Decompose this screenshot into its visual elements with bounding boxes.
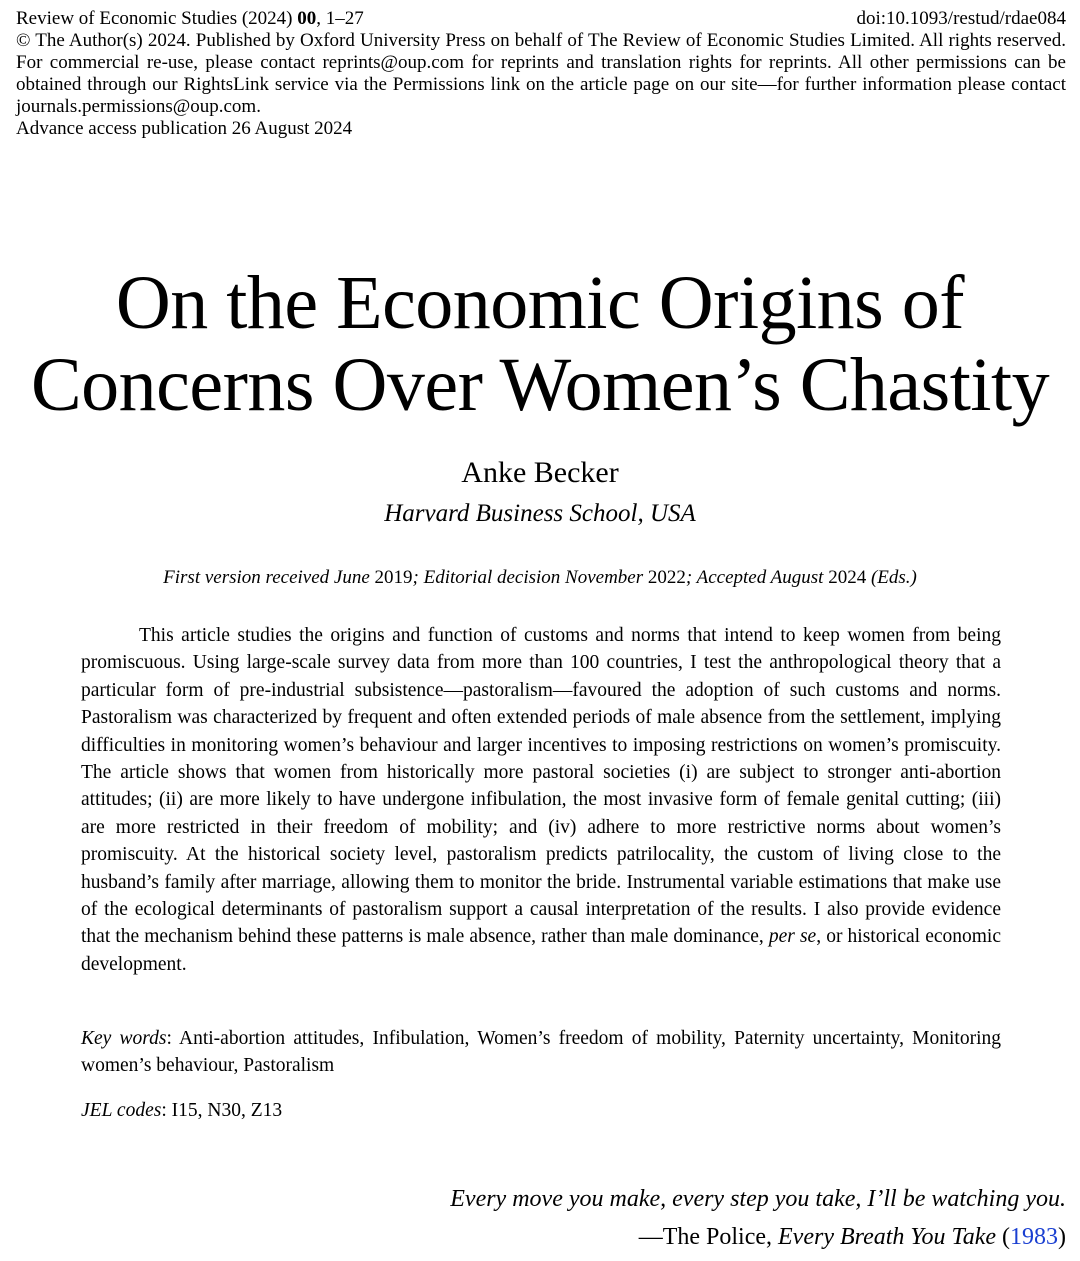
epigraph-paren-open: ( — [996, 1224, 1010, 1250]
copyright-notice: © The Author(s) 2024. Published by Oxford University Press on behalf of The Review of Economic Studies Limited. All rights reserved. For commercial re-use, please contact reprints@oup.com for reprints and translation rights for reprints. All other permissions can be obtained through our RightsLink service via the Permissions link on the article page on our site—for further information please contact journals.permissions@oup.com. — [16, 30, 1066, 117]
citation-year-link[interactable]: 1983 — [1010, 1224, 1058, 1250]
abstract-text-end: , or historical economic development. — [81, 926, 1001, 975]
author-name: Anke Becker — [461, 456, 619, 489]
doi[interactable]: doi:10.1093/restud/rdae084 — [856, 8, 1066, 29]
title-line-2: Concerns Over Women’s Chastity — [30, 343, 1050, 427]
journal-citation — [16, 8, 364, 30]
abstract — [81, 622, 1001, 978]
advance-access-date: Advance access publication 26 August 2024 — [16, 118, 353, 139]
author-affiliation: Harvard Business School, USA — [384, 500, 696, 527]
history-accepted-year: 2024 — [828, 567, 867, 588]
epigraph-attribution — [450, 1218, 1066, 1256]
history-eds: (Eds.) — [866, 567, 917, 588]
journal-header — [16, 8, 1066, 140]
history-first-year: 2019 — [374, 567, 413, 588]
journal-volume: 00 — [297, 8, 317, 29]
jel-list: : I15, N30, Z13 — [161, 1100, 283, 1121]
abstract-text: This article studies the origins and function of customs and norms that intend to keep women from being promiscuous. Using large-scale survey data from more than 100 countries, I test the anthropological theory that a particular form of pre-industrial subsistence—pastoralism—favoured the adoption of such customs and norms. Pastoralism was characterized by frequent and often extended periods of male absence from the settlement, implying difficulties in monitoring women’s behaviour and larger incentives to imposing restrictions on women’s promiscuity. The article shows that women from historically more pastoral societies (i) are subject to stronger anti-abortion attitudes; (ii) are more likely to have undergone infibulation, the most invasive form of female genital cutting; (iii) are more restricted in their freedom of mobility; and (iv) adhere to more restrictive norms about women’s promiscuity. At the historical society level, pastoralism predicts patrilocality, the custom of living close to the husband’s family after marriage, allowing them to monitor the bride. Instrumental variable estimations that make use of the ecological determinants of pastoralism support a causal interpretation of the results. I also provide evidence that the mechanism behind these patterns is male absence, rather than male dominance, — [81, 625, 1001, 948]
abstract-emphasis: per se — [768, 926, 817, 948]
title-line-1: On the Economic Origins of — [115, 261, 965, 345]
keywords-list: : Anti-abortion attitudes, Infibulation, Women’s freedom of mobility, Paternity uncertainty, Monitoring women’s behaviour, Pastoralism — [81, 1028, 1001, 1077]
journal-pages: , 1–27 — [316, 8, 364, 29]
journal-name: Review of Economic Studies (2024) — [16, 8, 298, 29]
history-accepted-label: ; Accepted August — [685, 567, 829, 588]
epigraph-paren-close: ) — [1058, 1224, 1066, 1250]
keywords — [81, 1025, 1001, 1080]
journal-citation-row — [16, 8, 1066, 30]
epigraph — [450, 1180, 1066, 1256]
keywords-label: Key words — [81, 1028, 167, 1049]
history-decision-year: 2022 — [647, 567, 686, 588]
article-title — [0, 262, 1080, 426]
jel-label: JEL codes — [81, 1100, 162, 1121]
epigraph-quote: Every move you make, every step you take, I’ll be watching you. — [450, 1186, 1066, 1212]
epigraph-artist: —The Police, — [638, 1224, 779, 1250]
history-first-label: First version received June — [163, 567, 375, 588]
epigraph-song: Every Breath You Take — [778, 1224, 996, 1250]
history-decision-label: ; Editorial decision November — [412, 567, 648, 588]
submission-history — [0, 566, 1080, 590]
jel-codes — [81, 1097, 1001, 1124]
